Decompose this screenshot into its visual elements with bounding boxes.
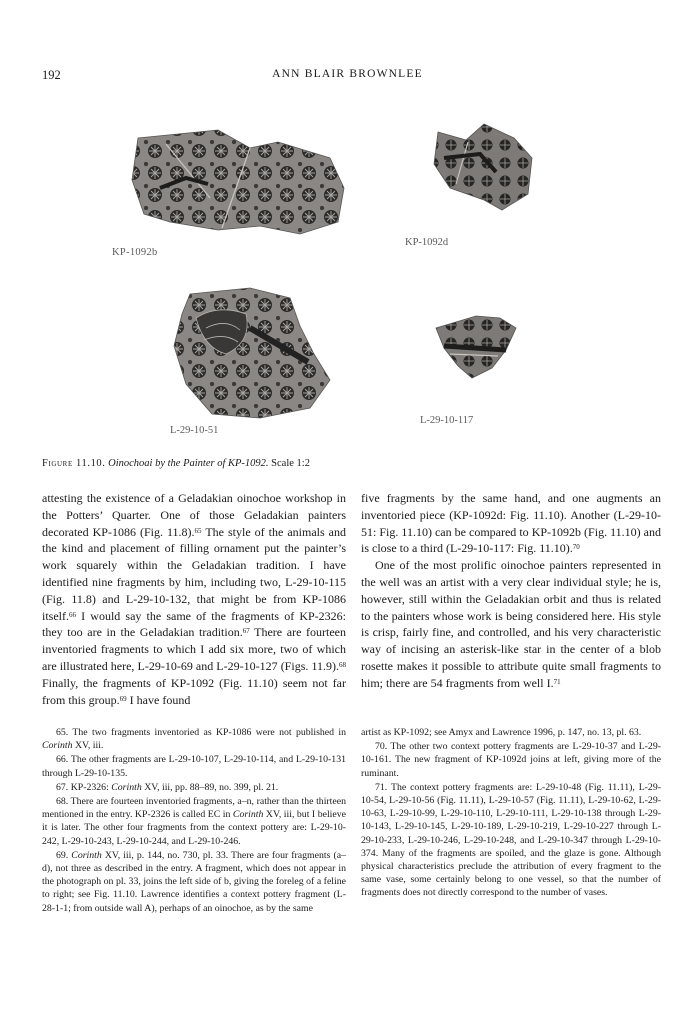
label-kp-1092b: KP-1092b [112, 247, 158, 258]
footnote-ref: 70 [572, 543, 580, 552]
footnotes-left [42, 726, 346, 916]
body-column-left [42, 490, 346, 708]
figure-caption [42, 458, 662, 469]
fragment-kp-1092b [132, 130, 344, 234]
body-text: five fragments by the same hand, and one augments an inventoried piece (KP-1092d: Fig. 11.10). Another (L-29-10-51: Fig. 11.10) can be compared to KP-1092b (Fig. 11.10) and is close to a third (L-29-10-117: Fig. 11.10). [361, 491, 661, 556]
body-text: attesting the existence of a Geladakian oinochoe workshop in the Potters’ Quarter. One of those Geladakian painters decorated KP-1086 (Fig. 11.8). [42, 491, 346, 539]
body-text: Finally, the fragments of KP-1092 (Fig. 11.10) seem not far from this group. [42, 675, 346, 707]
footnote-ref: 65 [194, 526, 202, 535]
caption-title: Oinochoai by the Painter of KP-1092. [108, 458, 269, 469]
footnote-71: 71. The context pottery fragments are: L-29-10-48 (Fig. 11.11), L-29-10-54, L-29-10-56 (Fig. 11.11), L-29-10-57 (Fig. 11.11), L-29-10-62, L-29-10-63, L-29-10-99, L-29-10-110, L-29-10-111, L-29-10-138 through L-29-10-143, L-29-10-145, L-29-10-189, L-29-10-219, L-29-10-227 through L-29-10-233, L-29-10-246, L-29-10-248, and L-29-10-347 through L-29-10-374. Many of the fragments are spoiled, and the glaze is gone. Although physical characteristics preclude the attribution of every fragment to the same vase, some certainly belong to one vessel, so that the number of fragments does not directly correspond to the number of vases. [361, 781, 661, 899]
page-number: 192 [42, 68, 61, 82]
label-kp-1092d: KP-1092d [405, 237, 449, 248]
footnote-ref: 68 [339, 660, 346, 669]
footnote-ref: 71 [553, 677, 561, 686]
footnote-69: 69. Corinth XV, iii, p. 144, no. 730, pl. 33. There are four fragments (a–d), not three as described in the entry. A fragment, which does not appear in the photograph on pl. 33, joins the left side of b, giving the foreleg of a feline to right; see Fig. 11.10. Lawrence identifies a context pottery fragment (L-28-1-1; from outside wall A), perhaps of an oinochoe, as by the same [42, 849, 346, 914]
running-head: ANN BLAIR BROWNLEE [272, 68, 423, 80]
footnotes-right [361, 726, 661, 901]
caption-scale: Scale 1:2 [271, 458, 310, 469]
fragment-l-29-10-51 [174, 288, 330, 418]
footnote-66: 66. The other fragments are L-29-10-107, L-29-10-114, and L-29-10-131 through L-29-10-135. [42, 754, 346, 779]
caption-figure-label: Figure 11.10. [42, 458, 106, 469]
label-l-29-10-51: L-29-10-51 [170, 425, 219, 436]
label-l-29-10-117: L-29-10-117 [420, 415, 474, 426]
footnote-70: 70. The other two context pottery fragments are L-29-10-37 and L-29-10-161. The new fragment of KP-1092d joins at left, giving more of the ruminant. [361, 741, 661, 779]
figure-plate [100, 118, 590, 448]
body-text: I have found [129, 692, 191, 707]
footnote-65: 65. The two fragments inventoried as KP-1086 were not published in Corinth XV, iii. [42, 727, 346, 752]
fragment-kp-1092d [434, 124, 532, 210]
body-text: There are fourteen inventoried fragments to which I add six more, two of which are illustrated here, L-29-10-69 and L-29-10-127 (Figs. 11.9). [42, 625, 347, 673]
footnote-ref: 69 [119, 694, 127, 703]
body-text: One of the most prolific oinochoe painters represented in the well was an artist with a very clear individual style; he is, however, still within the Geladakian orbit and thus is related to the painters whose work is being considered here. His style is crisp, fairly fine, and controlled, and his very characteristic way of incising an asterisk-like star in the center of a blob rosette makes it possible to attribute quite small fragments to him; there are 54 fragments from well I. [361, 558, 661, 690]
footnote-69-continued: artist as KP-1092; see Amyx and Lawrence 1996, p. 147, no. 13, pl. 63. [361, 727, 642, 738]
footnote-ref: 66 [69, 610, 76, 619]
footnote-68: 68. There are fourteen inventoried fragments, a–n, rather than the thirteen mentioned in the entry. KP-2326 is called EC in Corinth XV, iii, but I believe it is later. The other four fragments from the context pottery are: L-29-10-242, L-29-10-243, L-29-10-244, and L-29-10-246. [42, 796, 346, 847]
footnote-ref: 67 [242, 627, 250, 636]
footnote-67: 67. KP-2326: Corinth XV, iii, pp. 88–89, no. 399, pl. 21. [56, 781, 279, 793]
fragment-l-29-10-117 [436, 316, 516, 378]
body-text: The style of the animals and the kind and placement of filling ornament put the painter’s work squarely within the Geladakian tradition. I have identified nine fragments by him, including two, L-29-10-115 (Fig. 11.8) and L-29-10-132, that might be from KP-1086 itself. [42, 524, 346, 623]
body-text: I would say the same of the fragments of KP-2326: they too are in the Geladakian tradition. [42, 608, 346, 640]
body-column-right [361, 490, 661, 692]
